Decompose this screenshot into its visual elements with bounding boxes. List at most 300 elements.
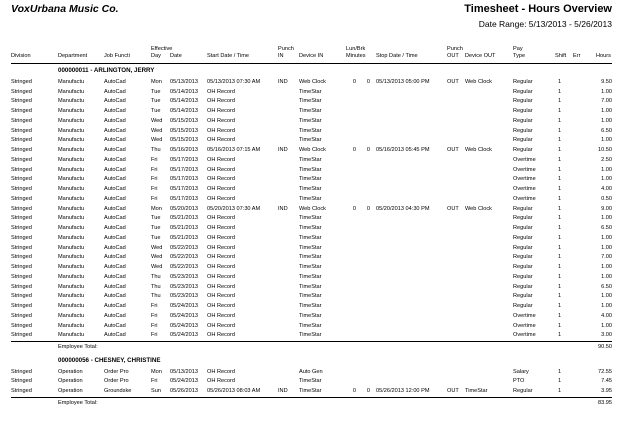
pay-type-cell: Overtime xyxy=(513,322,536,329)
division-cell: Stringed xyxy=(11,225,32,231)
device-in-cell: TimeStar xyxy=(299,156,322,163)
date-cell: 05/21/2013 xyxy=(170,225,198,231)
table-row xyxy=(0,87,624,97)
col-pay-type-2: Type xyxy=(513,53,526,59)
table-row xyxy=(0,155,624,165)
col-division: Division xyxy=(11,53,31,59)
day-cell: Fri xyxy=(151,378,158,385)
start-cell: OH Record xyxy=(207,234,235,241)
day-cell: Fri xyxy=(151,176,158,183)
table-row xyxy=(0,135,624,145)
pay-type-cell: Overtime xyxy=(513,332,536,339)
break-cell: 0 xyxy=(366,388,370,394)
division-cell: Stringed xyxy=(11,88,32,95)
date-cell: 05/17/2013 xyxy=(170,195,198,202)
pay-type-cell: Regular xyxy=(513,215,533,222)
hours-cell: 1.00 xyxy=(601,215,612,222)
punch-out-cell: OUT xyxy=(447,78,459,85)
department-cell: Operation xyxy=(58,368,83,375)
department-cell: Manufactu xyxy=(58,303,85,309)
table-row xyxy=(0,330,624,340)
table-row xyxy=(0,194,624,204)
pay-type-cell: Regular xyxy=(513,98,533,105)
day-cell: Wed xyxy=(151,244,163,251)
division-cell: Stringed xyxy=(11,244,32,251)
date-cell: 05/14/2013 xyxy=(170,98,198,105)
job-function-cell: AutoCad xyxy=(104,205,126,212)
table-row xyxy=(0,367,624,377)
date-cell: 05/20/2013 xyxy=(170,205,198,212)
shift-cell: 1 xyxy=(558,244,562,251)
start-cell: OH Record xyxy=(207,195,235,202)
hours-cell: 1.00 xyxy=(601,303,612,309)
shift-cell: 1 xyxy=(558,78,562,85)
hours-cell: 7.00 xyxy=(601,254,612,261)
job-function-cell: AutoCad xyxy=(104,332,126,339)
day-cell: Thu xyxy=(151,293,161,300)
employee-header: 000000011 - ARLINGTON, JERRY xyxy=(58,67,155,74)
shift-cell: 1 xyxy=(558,368,562,375)
job-function-cell: AutoCad xyxy=(104,78,126,85)
pay-type-cell: Overtime xyxy=(513,186,536,192)
shift-cell: 1 xyxy=(558,156,562,163)
day-cell: Fri xyxy=(151,166,158,173)
device-in-cell: TimeStar xyxy=(299,117,322,124)
job-function-cell: AutoCad xyxy=(104,283,126,290)
department-cell: Manufactu xyxy=(58,186,85,192)
division-cell: Stringed xyxy=(11,283,32,290)
division-cell: Stringed xyxy=(11,215,32,222)
device-out-cell: TimeStar xyxy=(465,388,488,394)
shift-cell: 1 xyxy=(558,283,562,290)
col-lun-brk: Lun/Brk xyxy=(346,46,366,52)
day-cell: Fri xyxy=(151,156,158,163)
table-row xyxy=(0,184,624,194)
table-row xyxy=(0,223,624,233)
col-shift: Shift xyxy=(555,53,567,59)
device-in-cell: Auto Gen xyxy=(299,368,323,375)
division-cell: Stringed xyxy=(11,312,32,319)
pay-type-cell: Regular xyxy=(513,254,533,261)
start-cell: OH Record xyxy=(207,303,235,309)
col-punch-in-2: IN xyxy=(278,53,284,59)
department-cell: Manufactu xyxy=(58,244,85,251)
hours-cell: 1.00 xyxy=(601,234,612,241)
break-cell: 0 xyxy=(366,205,370,212)
table-row xyxy=(0,321,624,331)
start-cell: OH Record xyxy=(207,186,235,192)
department-cell: Manufactu xyxy=(58,283,85,290)
hours-cell: 1.00 xyxy=(601,264,612,270)
shift-cell: 1 xyxy=(558,117,562,124)
hours-cell: 1.00 xyxy=(601,322,612,329)
break-cell: 0 xyxy=(366,78,370,85)
device-in-cell: TimeStar xyxy=(299,273,322,280)
division-cell: Stringed xyxy=(11,176,32,183)
hours-cell: 7.00 xyxy=(601,98,612,105)
employee-total-value: 83.95 xyxy=(598,399,612,406)
stop-cell: 05/26/2013 12:00 PM xyxy=(376,388,430,394)
job-function-cell: AutoCad xyxy=(104,244,126,251)
job-function-cell: AutoCad xyxy=(104,293,126,300)
hours-cell: 6.50 xyxy=(601,225,612,231)
shift-cell: 1 xyxy=(558,147,562,153)
device-in-cell: TimeStar xyxy=(299,108,322,114)
col-department: Department xyxy=(58,53,88,59)
shift-cell: 1 xyxy=(558,264,562,270)
job-function-cell: Order Pro xyxy=(104,368,129,375)
day-cell: Wed xyxy=(151,117,163,124)
device-out-cell: Web Clock xyxy=(465,147,492,153)
department-cell: Manufactu xyxy=(58,176,85,183)
device-in-cell: TimeStar xyxy=(299,98,322,105)
date-cell: 05/14/2013 xyxy=(170,88,198,95)
start-cell: OH Record xyxy=(207,156,235,163)
table-row xyxy=(0,243,624,253)
col-punch-out: Punch xyxy=(447,46,463,52)
day-cell: Tue xyxy=(151,234,161,241)
device-in-cell: TimeStar xyxy=(299,88,322,95)
job-function-cell: AutoCad xyxy=(104,273,126,280)
hours-cell: 1.00 xyxy=(601,108,612,114)
day-cell: Sun xyxy=(151,388,161,394)
device-in-cell: TimeStar xyxy=(299,378,322,385)
col-effective: Effective xyxy=(151,46,173,52)
device-in-cell: Web Clock xyxy=(299,78,326,85)
hours-cell: 0.50 xyxy=(601,195,612,202)
department-cell: Manufactu xyxy=(58,88,85,95)
pay-type-cell: Overtime xyxy=(513,312,536,319)
pay-type-cell: Regular xyxy=(513,234,533,241)
day-cell: Wed xyxy=(151,127,163,134)
department-cell: Manufactu xyxy=(58,254,85,261)
lunch-cell: 0 xyxy=(352,147,356,153)
division-cell: Stringed xyxy=(11,205,32,212)
hours-cell: 1.00 xyxy=(601,166,612,173)
col-date: Date xyxy=(170,53,182,59)
day-cell: Tue xyxy=(151,225,161,231)
pay-type-cell: Regular xyxy=(513,117,533,124)
day-cell: Thu xyxy=(151,147,161,153)
device-out-cell: Web Clock xyxy=(465,205,492,212)
stop-cell: 05/20/2013 04:30 PM xyxy=(376,205,430,212)
job-function-cell: AutoCad xyxy=(104,303,126,309)
hours-cell: 1.00 xyxy=(601,273,612,280)
pay-type-cell: Overtime xyxy=(513,156,536,163)
start-cell: OH Record xyxy=(207,273,235,280)
device-in-cell: TimeStar xyxy=(299,225,322,231)
hours-cell: 6.50 xyxy=(601,283,612,290)
date-cell: 05/21/2013 xyxy=(170,234,198,241)
division-cell: Stringed xyxy=(11,378,32,385)
pay-type-cell: Regular xyxy=(513,205,533,212)
shift-cell: 1 xyxy=(558,215,562,222)
punch-in-cell: IND xyxy=(278,78,288,85)
col-stop: Stop Date / Time xyxy=(376,53,418,59)
job-function-cell: AutoCad xyxy=(104,234,126,241)
table-row xyxy=(0,386,624,396)
department-cell: Manufactu xyxy=(58,98,85,105)
shift-cell: 1 xyxy=(558,234,562,241)
col-hours: Hours xyxy=(596,53,611,59)
table-row xyxy=(0,145,624,155)
hours-cell: 2.50 xyxy=(601,156,612,163)
employee-total-label: Employee Total: xyxy=(58,399,98,406)
punch-in-cell: IND xyxy=(278,147,288,153)
table-row xyxy=(0,376,624,386)
employee-total-label: Employee Total: xyxy=(58,344,98,350)
job-function-cell: AutoCad xyxy=(104,186,126,192)
department-cell: Manufactu xyxy=(58,293,85,300)
day-cell: Tue xyxy=(151,88,161,95)
day-cell: Wed xyxy=(151,137,163,144)
date-cell: 05/23/2013 xyxy=(170,293,198,300)
division-cell: Stringed xyxy=(11,273,32,280)
start-cell: OH Record xyxy=(207,283,235,290)
start-cell: OH Record xyxy=(207,127,235,134)
device-in-cell: Web Clock xyxy=(299,147,326,153)
hours-cell: 72.55 xyxy=(598,368,612,375)
start-cell: OH Record xyxy=(207,166,235,173)
shift-cell: 1 xyxy=(558,108,562,114)
shift-cell: 1 xyxy=(558,176,562,183)
date-cell: 05/15/2013 xyxy=(170,117,198,124)
date-cell: 05/17/2013 xyxy=(170,186,198,192)
shift-cell: 1 xyxy=(558,137,562,144)
division-cell: Stringed xyxy=(11,108,32,114)
division-cell: Stringed xyxy=(11,195,32,202)
col-pay-type: Pay xyxy=(513,46,523,52)
device-in-cell: TimeStar xyxy=(299,244,322,251)
shift-cell: 1 xyxy=(558,225,562,231)
department-cell: Manufactu xyxy=(58,117,85,124)
shift-cell: 1 xyxy=(558,378,562,385)
pay-type-cell: Salary xyxy=(513,368,529,375)
start-cell: OH Record xyxy=(207,88,235,95)
pay-type-cell: Regular xyxy=(513,303,533,309)
lunch-cell: 0 xyxy=(352,205,356,212)
total-rule xyxy=(11,397,612,398)
department-cell: Manufactu xyxy=(58,147,85,153)
start-cell: 05/20/2013 07:30 AM xyxy=(207,205,261,212)
job-function-cell: AutoCad xyxy=(104,117,126,124)
col-day: Day xyxy=(151,53,161,59)
device-in-cell: TimeStar xyxy=(299,283,322,290)
pay-type-cell: Regular xyxy=(513,293,533,300)
table-row xyxy=(0,252,624,262)
hours-cell: 9.50 xyxy=(601,78,612,85)
stop-cell: 05/16/2013 05:45 PM xyxy=(376,147,430,153)
date-cell: 05/17/2013 xyxy=(170,166,198,173)
device-in-cell: TimeStar xyxy=(299,166,322,173)
division-cell: Stringed xyxy=(11,156,32,163)
division-cell: Stringed xyxy=(11,98,32,105)
table-row xyxy=(0,165,624,175)
date-cell: 05/23/2013 xyxy=(170,273,198,280)
hours-cell: 3.95 xyxy=(601,388,612,394)
device-in-cell: Web Clock xyxy=(299,205,326,212)
department-cell: Manufactu xyxy=(58,264,85,270)
department-cell: Manufactu xyxy=(58,312,85,319)
table-row xyxy=(0,77,624,87)
date-cell: 05/23/2013 xyxy=(170,283,198,290)
col-punch-out-2: OUT xyxy=(447,53,459,59)
department-cell: Manufactu xyxy=(58,322,85,329)
device-in-cell: TimeStar xyxy=(299,127,322,134)
date-cell: 05/17/2013 xyxy=(170,176,198,183)
division-cell: Stringed xyxy=(11,147,32,153)
pay-type-cell: Overtime xyxy=(513,166,536,173)
job-function-cell: Groundske xyxy=(104,388,132,394)
shift-cell: 1 xyxy=(558,388,562,394)
pay-type-cell: Regular xyxy=(513,273,533,280)
col-device-in: Device IN xyxy=(299,53,324,59)
division-cell: Stringed xyxy=(11,137,32,144)
day-cell: Wed xyxy=(151,264,163,270)
device-in-cell: TimeStar xyxy=(299,312,322,319)
col-start: Start Date / Time xyxy=(207,53,249,59)
start-cell: OH Record xyxy=(207,368,235,375)
hours-cell: 10.50 xyxy=(598,147,612,153)
start-cell: OH Record xyxy=(207,332,235,339)
table-row xyxy=(0,262,624,272)
device-in-cell: TimeStar xyxy=(299,254,322,261)
shift-cell: 1 xyxy=(558,186,562,192)
day-cell: Fri xyxy=(151,332,158,339)
job-function-cell: AutoCad xyxy=(104,147,126,153)
col-minutes: Minutes xyxy=(346,53,366,59)
start-cell: OH Record xyxy=(207,176,235,183)
date-cell: 05/15/2013 xyxy=(170,127,198,134)
start-cell: 05/13/2013 07:30 AM xyxy=(207,78,261,85)
day-cell: Fri xyxy=(151,303,158,309)
division-cell: Stringed xyxy=(11,166,32,173)
hours-cell: 1.00 xyxy=(601,137,612,144)
table-row xyxy=(0,291,624,301)
department-cell: Manufactu xyxy=(58,78,85,85)
punch-in-cell: IND xyxy=(278,388,288,394)
start-cell: OH Record xyxy=(207,98,235,105)
table-row xyxy=(0,282,624,292)
device-in-cell: TimeStar xyxy=(299,186,322,192)
table-row xyxy=(0,126,624,136)
employee-header: 000000056 - CHESNEY, CHRISTINE xyxy=(58,356,161,364)
job-function-cell: AutoCad xyxy=(104,225,126,231)
hours-cell: 4.00 xyxy=(601,312,612,319)
device-in-cell: TimeStar xyxy=(299,332,322,339)
job-function-cell: AutoCad xyxy=(104,166,126,173)
day-cell: Tue xyxy=(151,108,161,114)
pay-type-cell: Regular xyxy=(513,78,533,85)
date-cell: 05/24/2013 xyxy=(170,312,198,319)
day-cell: Fri xyxy=(151,312,158,319)
day-cell: Fri xyxy=(151,195,158,202)
date-cell: 05/22/2013 xyxy=(170,254,198,261)
day-cell: Mon xyxy=(151,368,162,375)
device-in-cell: TimeStar xyxy=(299,234,322,241)
shift-cell: 1 xyxy=(558,127,562,134)
day-cell: Thu xyxy=(151,273,161,280)
shift-cell: 1 xyxy=(558,205,562,212)
shift-cell: 1 xyxy=(558,88,562,95)
date-cell: 05/15/2013 xyxy=(170,137,198,144)
start-cell: OH Record xyxy=(207,312,235,319)
pay-type-cell: PTO xyxy=(513,378,525,385)
start-cell: 05/16/2013 07:15 AM xyxy=(207,147,261,153)
division-cell: Stringed xyxy=(11,234,32,241)
start-cell: OH Record xyxy=(207,378,235,385)
shift-cell: 1 xyxy=(558,332,562,339)
table-row xyxy=(0,301,624,311)
date-cell: 05/22/2013 xyxy=(170,264,198,270)
table-row xyxy=(0,272,624,282)
device-in-cell: TimeStar xyxy=(299,322,322,329)
pay-type-cell: Regular xyxy=(513,137,533,144)
stop-cell: 05/13/2013 05:00 PM xyxy=(376,78,430,85)
department-cell: Manufactu xyxy=(58,166,85,173)
hours-cell: 4.00 xyxy=(601,186,612,192)
day-cell: Tue xyxy=(151,98,161,105)
division-cell: Stringed xyxy=(11,388,32,394)
day-cell: Wed xyxy=(151,254,163,261)
pay-type-cell: Regular xyxy=(513,244,533,251)
hours-cell: 7.45 xyxy=(601,378,612,385)
job-function-cell: AutoCad xyxy=(104,98,126,105)
division-cell: Stringed xyxy=(11,293,32,300)
device-in-cell: TimeStar xyxy=(299,293,322,300)
job-function-cell: AutoCad xyxy=(104,176,126,183)
job-function-cell: AutoCad xyxy=(104,195,126,202)
pay-type-cell: Overtime xyxy=(513,176,536,183)
lunch-cell: 0 xyxy=(352,388,356,394)
table-row xyxy=(0,174,624,184)
pay-type-cell: Regular xyxy=(513,264,533,270)
date-cell: 05/24/2013 xyxy=(170,332,198,339)
hours-cell: 1.00 xyxy=(601,293,612,300)
shift-cell: 1 xyxy=(558,273,562,280)
division-cell: Stringed xyxy=(11,303,32,309)
date-cell: 05/13/2013 xyxy=(170,78,198,85)
device-in-cell: TimeStar xyxy=(299,264,322,270)
day-cell: Mon xyxy=(151,205,162,212)
department-cell: Manufactu xyxy=(58,195,85,202)
division-cell: Stringed xyxy=(11,368,32,375)
job-function-cell: AutoCad xyxy=(104,108,126,114)
day-cell: Fri xyxy=(151,322,158,329)
day-cell: Fri xyxy=(151,186,158,192)
start-cell: OH Record xyxy=(207,254,235,261)
device-in-cell: TimeStar xyxy=(299,137,322,144)
date-cell: 05/13/2013 xyxy=(170,368,198,375)
date-cell: 05/22/2013 xyxy=(170,244,198,251)
day-cell: Mon xyxy=(151,78,162,85)
pay-type-cell: Regular xyxy=(513,88,533,95)
date-cell: 05/14/2013 xyxy=(170,108,198,114)
job-function-cell: Order Pro xyxy=(104,378,129,385)
shift-cell: 1 xyxy=(558,303,562,309)
device-in-cell: TimeStar xyxy=(299,388,322,394)
day-cell: Thu xyxy=(151,283,161,290)
start-cell: OH Record xyxy=(207,244,235,251)
hours-cell: 3.00 xyxy=(601,332,612,339)
col-punch-in: Punch xyxy=(278,46,294,52)
division-cell: Stringed xyxy=(11,322,32,329)
department-cell: Manufactu xyxy=(58,332,85,339)
date-cell: 05/24/2013 xyxy=(170,303,198,309)
device-in-cell: TimeStar xyxy=(299,195,322,202)
table-row xyxy=(0,213,624,223)
date-range: Date Range: 5/13/2013 - 5/26/2013 xyxy=(478,19,612,29)
